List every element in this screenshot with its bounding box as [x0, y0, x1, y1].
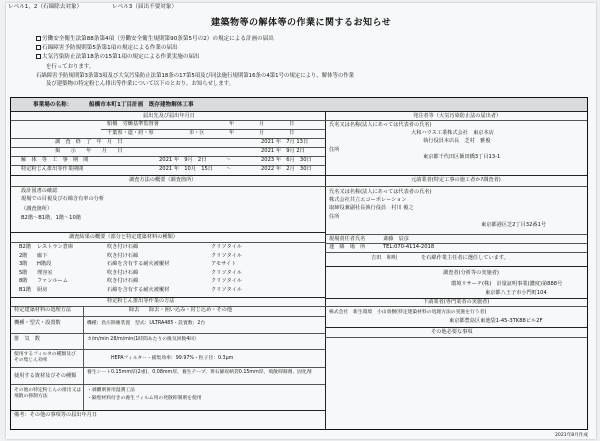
result-place: レストラン倉庫 [37, 244, 74, 250]
site-manager-name: 斎藤 辰彦 [383, 236, 409, 242]
result-material: 石綿を含有する耐火被覆材 [107, 261, 170, 268]
submission-office: 船橋 労働基準監督署 [107, 121, 159, 127]
checklist-item[interactable]: 労働安全衛生法第88条第4項（労働安全衛生規則第90条第5号の2）の規定による計画の届出 [36, 36, 274, 42]
orderer-name: 大和ハウス工業株式会社 東京本店 [411, 130, 494, 136]
method-line: 現場での目視及び石綿含有率の分析 [21, 196, 105, 202]
remarks-label: 備考：その他の事項等の届出年月日 [14, 412, 98, 418]
method-line: （調査箇所） [21, 206, 53, 212]
period-from: 2021 年 9月 2日 [159, 157, 207, 163]
contractor-header: 元請業者(特定工事の施工者か?調査者) [411, 177, 501, 183]
result-level: クリソタイル [211, 269, 242, 276]
analyst-address: 東京都八王子市小門町104 [485, 290, 547, 296]
measure-header: 特定粉じん排出等作業の方法 [107, 298, 175, 304]
orderer-address: 東京都千代田区飯田橋3丁目13-1 [423, 154, 501, 160]
intro-line: を行っております。 [46, 64, 95, 70]
analyst-header: 調査者(分析等の実施者) [443, 270, 499, 276]
method-line: B2階～B1階、1階～10階 [21, 215, 81, 221]
measure-label: 使用するフィルタの種類及びその集じん効率 [14, 352, 76, 363]
other-header: その他必要な事項 [431, 329, 473, 335]
chief-name: 吉田 和明 [371, 255, 397, 261]
result-header: 調査結果の概要（部分と特定建築材料の種類） [69, 234, 178, 240]
specific-period-to: 2022 年 2月 30日 [261, 166, 312, 172]
page-title: 建築物等の解体等の作業に関するお知らせ [211, 18, 392, 28]
result-place: 厨房 [37, 287, 48, 293]
submission-office: 千葉県・道・府・県 [107, 130, 154, 136]
contractor-address: 東京都港区芝2丁目32番1号 [481, 222, 547, 228]
measure-value: 養生シート0.15mm厚(2重)、0.08mm厚、養生テープ、黄石綿収納袋0.15mm厚、飛散抑制剤、固化剤 [87, 370, 312, 375]
contractor-address-label: 住所 [329, 214, 340, 220]
method-header: 調査方法の概要（調査箇所） [129, 177, 197, 183]
contact-label: 連 絡 場 所 [329, 244, 366, 250]
orderer-rep: 執行役員本店長 芝村 雅俊 [423, 138, 491, 144]
intro-line: 石綿障害予防規則第3条第3項及び大気汚染防止法第18条の17第5項及び同法施行規則第16条の4第1号の規定により、解体等の作業 [36, 73, 355, 79]
sub-address: 東京都豊島区東池袋1-45-3TK88ビル2F [449, 318, 543, 324]
result-material: 石綿を含有する耐火被覆材 [107, 287, 170, 293]
measure-label: 排 気 数 [14, 336, 40, 342]
checkbox-icon[interactable] [36, 36, 41, 41]
survey-end-label: 調 査 終 了 年 月 日 [55, 139, 123, 145]
orderer-address-label: 住所 [329, 147, 340, 153]
contractor-rep: 取締役兼副社長執行役員 村川 俊之 [329, 205, 414, 211]
measure-value: カ/m/min 28/m/min(1時間あたりの換気回数4回） [87, 337, 199, 342]
measure-label: 使用する資材及びその種類 [14, 373, 77, 379]
measure-label: 特定建築材料の処理方法 [14, 307, 72, 313]
specific-period-from: 2021 年 10月 15日 [159, 166, 213, 172]
orderer-label: 氏名又は名称(法人にあっては代表者の氏名) [329, 122, 432, 128]
result-level: クリソタイル [211, 278, 242, 285]
result-place: 廊下 [37, 252, 48, 259]
result-floor: 8階 [19, 278, 28, 285]
result-floor: B1階 [19, 287, 32, 293]
contractor-label: 氏名又は名称(法人にあっては代表者の氏名) [329, 189, 432, 195]
result-place: H階段 [37, 261, 52, 268]
measure-label: 機種・型式・設置数 [14, 320, 61, 326]
analyst-name: 環境リサーチ(株) 計量証明事業(濃度)第888号 [451, 281, 563, 287]
checkbox-icon[interactable] [36, 54, 41, 59]
result-floor: 2階 [19, 252, 28, 259]
result-level: クリソタイル [211, 244, 242, 250]
level3-label: レベル3（届出不要対象） [112, 4, 178, 10]
result-level: アモサイト [211, 261, 237, 268]
result-material: 吹き付け石綿 [107, 252, 139, 259]
contact-phone: TEL:070-4114-2018 [383, 244, 435, 250]
result-level: クリソタイル [211, 287, 242, 293]
checklist-item[interactable]: 石綿障害予防規則第5条第1項の規定による作業の届出 [36, 45, 178, 51]
result-floor: 5階 [19, 269, 28, 276]
project-name: 船橋市本町1丁目計画 既存建物解体工事 [89, 102, 194, 108]
result-material: 吹き付け石綿 [107, 269, 139, 276]
chief-note: を石綿作業主任者に選任しています。 [421, 255, 509, 261]
measure-value: HEPAフィルター・捕集効率：99.97%・粒子径：0.3μm [111, 356, 234, 361]
footer-date: 2021年8月作成 [555, 432, 588, 438]
measure-value: ・剥離剤併用湿潤工法 [87, 388, 135, 393]
result-level: クリソタイル [211, 252, 242, 259]
survey-end-date: 2021 年 7月 13日 [261, 139, 309, 145]
result-floor: B2階 [19, 244, 32, 250]
specific-period-label: 特定粉じん排出等作業期間 [21, 166, 84, 172]
sub-name: 株式会社 新生環境 小山勇樹(特定建築材料の処理方法の実施を行う者) [329, 310, 487, 315]
period-to: 2023 年 6月 30日 [261, 157, 312, 163]
site-manager-label: 現場責任者氏名 [329, 236, 366, 242]
method-line: 設計図書の確認 [21, 188, 58, 194]
level12-label: レベル1，2（石綿除去対象） [8, 4, 83, 10]
checkbox-icon[interactable] [36, 45, 41, 50]
submission-header: 届出先及び届出年月日 [143, 113, 195, 119]
checklist-item[interactable]: 大気汚染防止法第18条の15第1項の規定による作業実施の届出 [36, 54, 200, 60]
orderer-header: 発注者等（大気汚染防止法の届出者） [413, 113, 502, 119]
measure-value: 除去・囲い込み・封じ込め・その他 [149, 307, 233, 313]
posting-label: 掲 示 年 月 日 [55, 148, 123, 154]
notice-sheet [6, 3, 596, 439]
sub-header: 下請業者(専門業者の実施者) [423, 299, 490, 305]
intro-line: 及び建築物の特定粉じん排出等作業について以下のとおり、お知らせします。 [46, 81, 234, 87]
posting-date: 2021 年 9月 2日 [261, 148, 305, 154]
result-material: 吹き付け石綿 [107, 244, 139, 250]
project-label: 事業場の名称： [33, 102, 73, 108]
measure-value: 機種：負圧除塵装置 型式：ULTRA485・設置数：2台 [87, 321, 206, 326]
result-material: 吹き付け石綿 [107, 278, 139, 285]
result-floor: 3階 [19, 261, 28, 268]
notice-table: 事業場の名称： 船橋市本町1丁目計画 既存建物解体工事 届出先及び届出年月日 船橋 労働基準監督署 年 月 日 千葉県・道・府・県 市・区 年 月 日 調 査 終 了 年 月 日 2021 年 7月 13日 掲 示 年 月 日 2021 年 9月 2日 解 体 等 工 事 期 間 2021 年 9月 2日 ～ 2023 年 6月 30日 特定粉じん排出等作業期間 2021 年 10月 15日 ～ 2022 年 2月 30日 調査方法の概要（調査箇所） 設計図書の確認 現場での目視及び石綿含有率の分析 （調査箇所） B2階～B1階、1階～10階 調査結果の概要（部分と特定建築材料の種類） B2階 レストラン倉庫 吹き付け石綿 クリソタイル 2階 廊下 吹き付け石綿 クリソタイル 3階 H階段 石綿を含有する耐火被覆材 アモサイト 5階 理容室 吹き付け石綿 クリソタイル 8階 ファンルーム 吹き付け石綿 クリソタイル B1階 厨房 石綿を含有する耐火被覆材 クリソタイル 特定粉じん排出等作業の方法 特定建築材料の処理方法 除去 除去・囲い込み・封じ込め・その他 機種・型式・設置数 機種：負圧除塵装置 型式：ULTRA485・設置数：2台 排 気 数 カ/m/min 28/m/min(1時間あたりの換気回数4回） 使用するフィルタの種類及びその集じん効率 HEPAフィルター・捕集効率：99.97%・粒子径：0.3μm 使用する資材及びその種類 養生シート0.15mm厚(2重)、0.08mm厚、養生テープ、黄石綿収納袋0.15mm厚、飛散抑制剤、固化剤 その他の特定粉じんの排出又は飛散の抑制方法 ・剥離剤併用湿潤工法 ・隔壁材料付きの養生フィルム用の発散抑制剤を使用 備考：その他の事項等の届出年月日 発注者等（大気汚染防止法の届出者） 氏名又は名称(法人にあっては代表者の氏名) 大和ハウス工業株式会社 東京本店 執行役員本店長 芝村 雅俊 住所 東京都千代田区飯田橋3丁目13-1 元請業者(特定工事の施工者か?調査者) 氏名又は名称(法人にあっては代表者の氏名) 株式会社共立エコーポレーション 取締役兼副社長執行役員 村川 俊之 住所 東京都港区芝2丁目32番1号 現場責任者氏名 斎藤 辰彦 連 絡 場 所 TEL:070-4114-2018 吉田 和明 を石綿作業主任者に選任しています。 調査者(分析等の実施者) 環境リサーチ(株) 計量証明事業(濃度)第888号 東京都八王子市小門町104 下請業者(専門業者の実施者) 株式会社 新生環境 小山勇樹(特定建築材料の処理方法の実施を行う者) 東京都豊島区東池袋1-45-3TK88ビル2F その他必要な事項 [10, 97, 588, 430]
measure-value: ・隔壁材料付きの養生フィルム用の発散抑制剤を使用 [87, 396, 202, 401]
result-place: ファンルーム [37, 278, 68, 285]
measure-label: その他の特定粉じんの排出又は飛散の抑制方法 [14, 388, 82, 399]
result-place: 理容室 [37, 269, 53, 276]
contractor-name: 株式会社共立エコーポレーション [329, 197, 407, 203]
period-label: 解 体 等 工 事 期 間 [21, 157, 89, 163]
